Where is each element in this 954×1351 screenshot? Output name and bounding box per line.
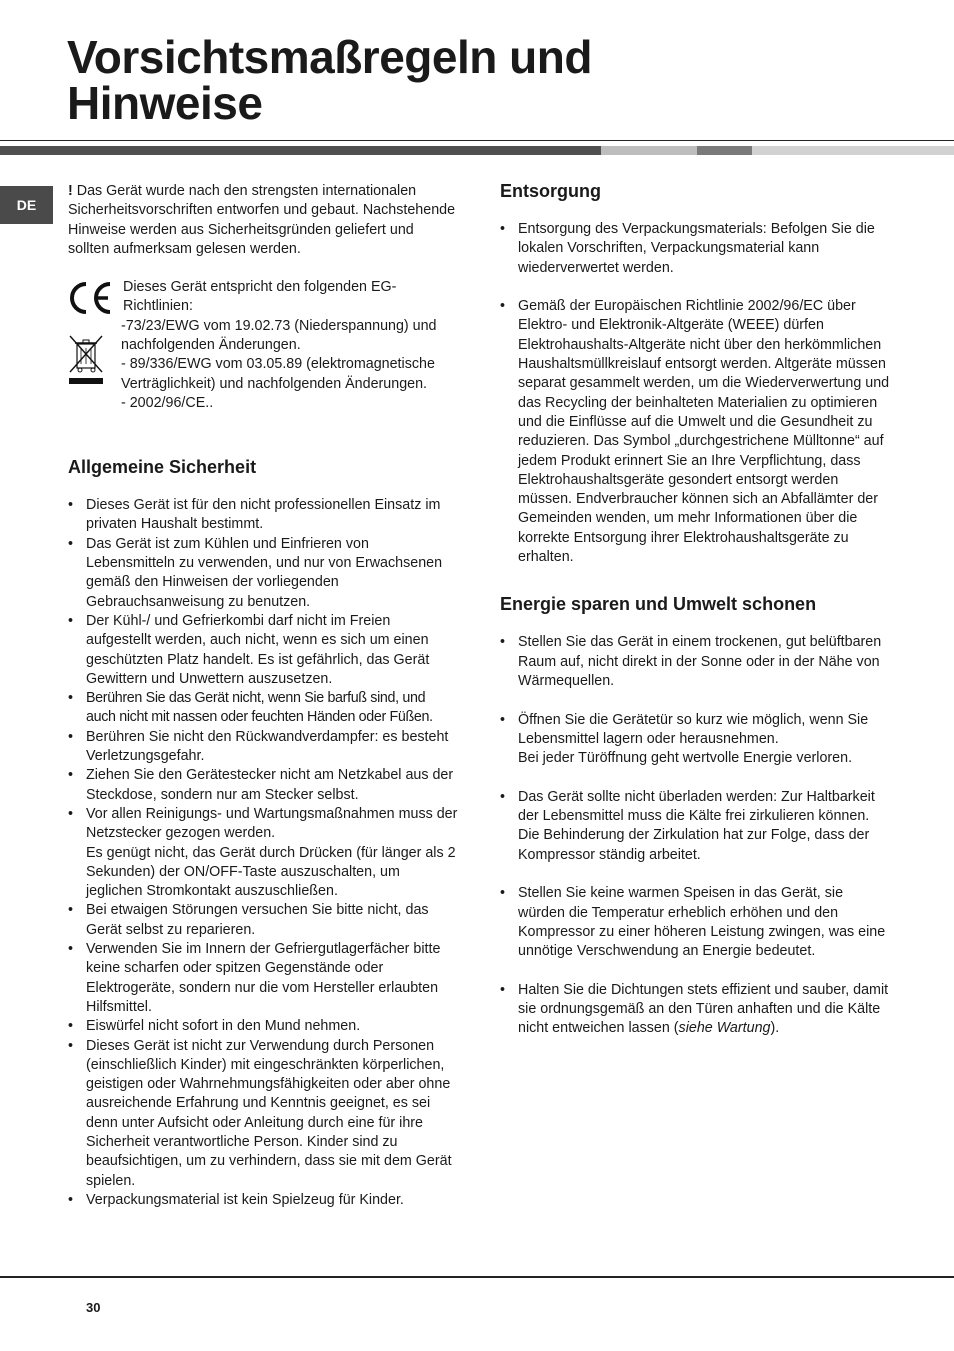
list-item: • Gemäß der Europäischen Richtlinie 2002/96/EC über Elektro- und Elektronik-Altgeräte (WEEE) dürfen Elektrohaushalts-Altgeräte nicht über den herkömmlichen Haushaltsmüllkreislauf entsorgt werden. Altgeräte müssen separat gesammelt werden, um die Wiederverwertung und das Recycling der beinhalteten Materialien zu optimieren und die Einflüsse auf die Umwelt und die Gesundheit zu reduzieren. Das Symbol „durchgestrichene Mülltonne“ auf jedem Produkt erinnert Sie an Ihre Verpflichtung, dass Elektrohaushaltsgeräte gesondert entsorgt werden müssen. Endverbraucher können sich an Abfallämter der Gemeinden wenden, um mehr Informationen über die korrekte Entsorgung ihrer Elektrohaushaltsgeräte zu erhalten. — [500, 297, 890, 567]
section-heading-disposal: Entsorgung — [500, 181, 601, 201]
header-bar-segment-1 — [0, 146, 601, 155]
list-item: • Das Gerät ist zum Kühlen und Einfrieren von Lebensmitteln zu verwenden, und nur von Erwachsenen gemäß den Hinweisen der vorliegenden Gebrauchsanweisung zu benutzen. — [68, 535, 458, 612]
header-bar-segment-2 — [601, 146, 697, 155]
compliance-line-4: - 2002/96/CE.. — [121, 394, 214, 411]
list-item: • Verwenden Sie im Innern der Gefriergutlagerfächer bitte keine scharfen oder spitzen Gegenstände oder Elektrogeräte, sondern nur die vom Hersteller erlaubten Hilfsmittel. — [68, 940, 458, 1017]
footer-rule — [0, 1276, 954, 1278]
list-item-text: • Öffnen Sie die Gerätetür so kurz wie möglich, wenn Sie Lebensmittel lagern oder herausnehmen. — [518, 711, 869, 747]
list-item-extra: Bei jeder Türöffnung geht wertvolle Energie verloren. — [518, 750, 853, 767]
compliance-line-1: Dieses Gerät entspricht den folgenden EG-Richtlinien: — [123, 279, 397, 315]
safety-list — [68, 496, 458, 1210]
warning-mark: ! — [68, 183, 73, 199]
list-item: • Bei etwaigen Störungen versuchen Sie bitte nicht, das Gerät selbst zu reparieren. — [68, 901, 458, 940]
title-line-1: Vorsichtsmaßregeln und — [67, 31, 592, 83]
list-item: • Dieses Gerät ist für den nicht professionellen Einsatz im privaten Haushalt bestimmt. — [68, 496, 458, 535]
list-item: • Eiswürfel nicht sofort in den Mund nehmen. — [68, 1017, 458, 1036]
compliance-block — [68, 278, 458, 433]
list-item-extra: Es genügt nicht, das Gerät durch Drücken (für länger als 2 Sekunden) der ON/OFF-Taste auszuschalten, um jeglichen Stromkontakt auszuschließen. — [86, 844, 456, 900]
crossed-bin-icon — [68, 334, 104, 386]
list-item: • Der Kühl-/ und Gefrierkombi darf nicht im Freien aufgestellt werden, auch nicht, wenn es sich um einen geschützten Platz handelt. Es ist gefährlich, das Gerät Gewittern und Unwettern auszusetzen. — [68, 612, 458, 689]
page-title — [67, 31, 592, 129]
disposal-list — [500, 220, 890, 567]
list-item: • Berühren Sie nicht den Rückwandverdampfer: es besteht Verletzungsgefahr. — [68, 728, 458, 767]
compliance-line-2: -73/23/EWG vom 19.02.73 (Niederspannung) und nachfolgenden Änderungen. — [121, 317, 437, 354]
left-column — [68, 182, 458, 1210]
intro-text: Das Gerät wurde nach den strengsten internationalen Sicherheitsvorschriften entworfen und gebaut. Nachstehende Hinweise werden aus Sicherheitsgründen geliefert und sollten aufmerksam gelesen werden. — [68, 183, 456, 257]
title-line-2: Hinweise — [67, 77, 263, 129]
intro-paragraph — [68, 182, 458, 259]
list-item: • Das Gerät sollte nicht überladen werden: Zur Haltbarkeit der Lebensmittel muss die Kälte frei zirkulieren können. Die Behinderung der Zirkulation hat zur Folge, dass der Kompressor ständig arbeitet. — [500, 788, 890, 865]
list-item — [68, 805, 458, 901]
list-item: • Verpackungsmaterial ist kein Spielzeug für Kinder. — [68, 1191, 458, 1210]
list-item: • Berühren Sie das Gerät nicht, wenn Sie barfuß sind, und auch nicht mit nassen oder feuchten Händen oder Füßen. — [68, 689, 458, 728]
list-item: • Dieses Gerät ist nicht zur Verwendung durch Personen (einschließlich Kinder) mit eingeschränkten körperlichen, geistigen oder Wahrnehmungsfähigkeiten oder aber ohne ausreichende Erfahrung und Kenntnis geeignet, es sei denn unter Aufsicht oder Anleitung durch eine für ihre Sicherheit verantwortliche Person. Kinder sind zu beaufsichtigen, um zu verhindern, dass sie mit dem Gerät spielen. — [68, 1037, 458, 1191]
compliance-line-3: - 89/336/EWG vom 03.05.89 (elektromagnetische Verträglichkeit) und nachfolgenden Änderungen. — [121, 356, 435, 392]
header-bar-segment-3 — [697, 146, 752, 155]
cross-reference: siehe Wartung — [678, 1020, 771, 1037]
list-item — [500, 981, 890, 1039]
list-item: • Stellen Sie das Gerät in einem trockenen, gut belüftbaren Raum auf, nicht direkt in der Sonne oder in der Nähe von Wärmequellen. — [500, 633, 890, 691]
section-heading-energy: Energie sparen und Umwelt schonen — [500, 594, 817, 615]
section-heading-safety: Allgemeine Sicherheit — [68, 457, 257, 478]
ce-mark-icon — [66, 280, 116, 316]
header-rule — [0, 140, 954, 141]
language-tab: DE — [0, 186, 53, 224]
right-column — [500, 180, 890, 1058]
list-item: • Stellen Sie keine warmen Speisen in das Gerät, sie würden die Temperatur erheblich erhöhen und den Kompressor zu einer höheren Leistung zwingen, was eine unnötige Verschwendung an Energie bedeutet. — [500, 884, 890, 961]
compliance-text — [121, 278, 458, 413]
list-item: • Entsorgung des Verpackungsmaterials: Befolgen Sie die lokalen Vorschriften, Verpackungsmaterial kann wiederverwertet werden. — [500, 220, 890, 278]
list-item-text: Halten Sie die Dichtungen stets effizient und sauber, damit sie ordnungsgemäß an den Türen anhaften und die Kälte nicht entweichen lassen ( — [518, 981, 889, 1037]
page-number: 30 — [86, 1300, 101, 1315]
list-item: • Ziehen Sie den Gerätestecker nicht am Netzkabel aus der Steckdose, sondern nur am Stecker selbst. — [68, 766, 458, 805]
list-item-end: ). — [770, 1020, 780, 1037]
header-bar-segment-4 — [752, 146, 954, 155]
list-item — [500, 711, 890, 769]
list-item-text: • Vor allen Reinigungs- und Wartungsmaßnahmen muss der Netzstecker gezogen werden. — [86, 805, 458, 842]
energy-list — [500, 633, 890, 1038]
